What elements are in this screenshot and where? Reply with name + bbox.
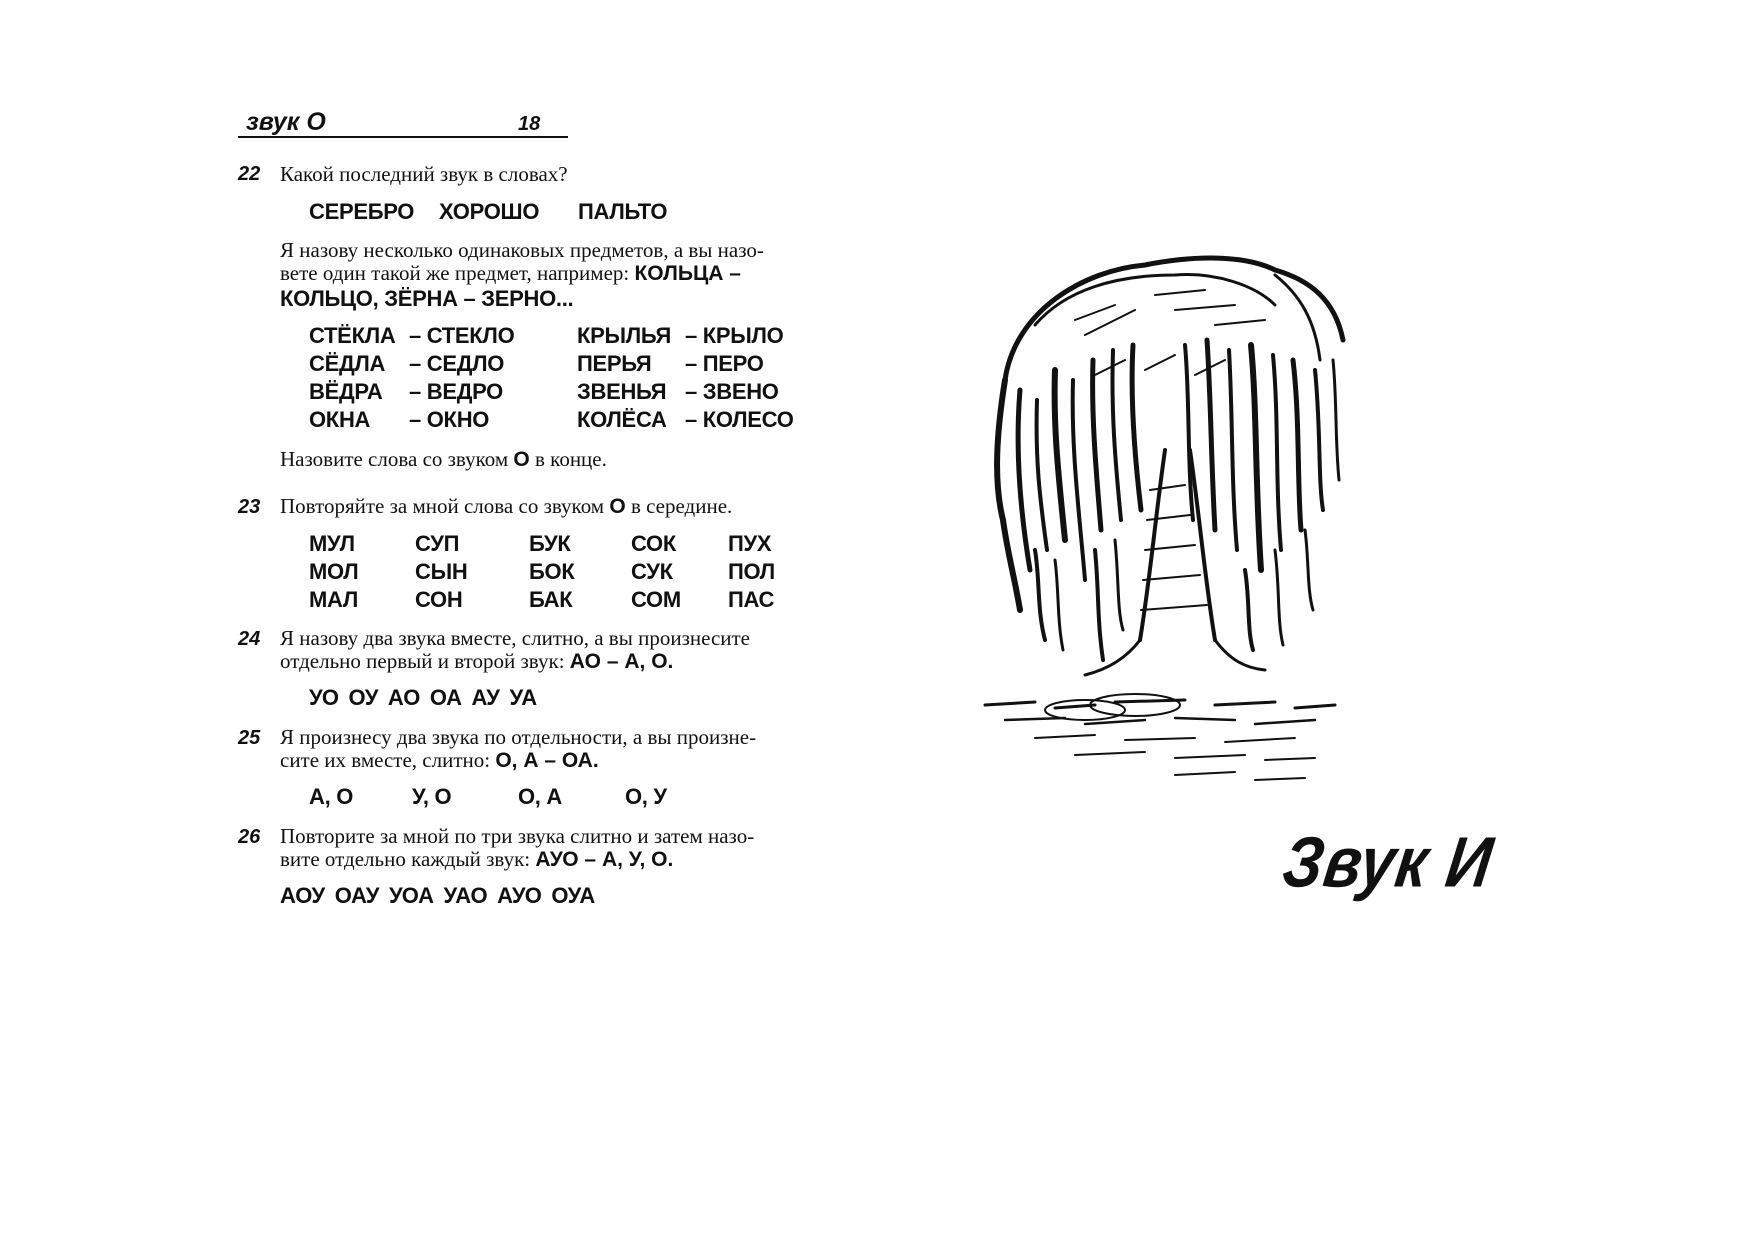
ex23-word: ПУХ [728,531,772,556]
ex24-line1: Я назову два звука вместе, слитно, а вы произнесите [280,626,750,650]
pair-singular: – КРЫЛО [685,323,784,348]
pair-plural: СЁДЛА [309,351,386,376]
ex23-word: СУК [631,559,673,584]
ex22-word: ХОРОШО [439,199,540,224]
ex24-example: АО – А, О. [569,650,674,673]
ex24-line2-text: отдельно первый и второй звук: [280,649,565,673]
section-title: Звук И [1278,823,1498,903]
ex23-word: СЫН [415,559,468,584]
ex23-word: БУК [529,531,571,556]
ex22-example1: КОЛЬЦА – [634,262,741,285]
exercise-23-number: 23 [238,496,261,518]
ex23-word: БОК [529,559,575,584]
ex25-item: У, О [412,784,452,809]
ex22-closing-letter: О [513,448,530,471]
ex23-word: ПОЛ [728,559,775,584]
ex24-line2 [280,649,673,674]
ex26-line2-text: вите отдельно каждый звук: [280,847,531,871]
ex23-word: БАК [529,587,573,612]
ex25-item: О, У [625,784,667,809]
pair-plural: КОЛЁСА [577,407,667,432]
pair-plural: ПЕРЬЯ [577,351,652,376]
pair-plural: КРЫЛЬЯ [577,323,672,348]
exercise-25-number: 25 [238,727,261,749]
ex25-line1: Я произнесу два звука по отдельности, а вы произне- [280,725,757,749]
page-number: 18 [518,113,541,135]
ex23-question-a: Повторяйте за мной слова со звуком [280,494,605,518]
pair-singular: – ВЕДРО [409,379,503,404]
pair-plural: ОКНА [309,407,371,432]
pair-singular: – СЕДЛО [409,351,505,376]
ex23-word: СУП [415,531,460,556]
ex24-items: УО ОУ АО ОА АУ УА [309,685,537,710]
ex25-example: О, А – ОА. [495,749,599,772]
ex23-word: МУЛ [309,531,355,556]
ex23-question-letter: О [609,495,626,518]
exercise-26-number: 26 [238,826,261,848]
ex22-closing-b: в конце. [535,447,607,471]
exercise-24-number: 24 [238,628,261,650]
pair-plural: ЗВЕНЬЯ [577,379,667,404]
ex22-instruction-text: вете один такой же предмет, например: [280,261,630,285]
ex22-word: ПАЛЬТО [578,199,668,224]
exercise-22-number: 22 [238,163,261,185]
ex25-item: О, А [518,784,563,809]
ex23-word: СОМ [631,587,681,612]
ex26-example: АУО – А, У, О. [535,848,674,871]
weeping-willow-illustration [975,250,1365,810]
ex22-closing [280,447,607,472]
pair-singular: – СТЕКЛО [409,323,515,348]
ex25-line2 [280,748,599,773]
exercise-22-question: Какой последний звук в словах? [280,162,568,186]
pair-singular: – КОЛЕСО [685,407,794,432]
ex23-word: МОЛ [309,559,359,584]
ex23-word: МАЛ [309,587,359,612]
ex26-line1: Повторите за мной по три звука слитно и затем назо- [280,824,755,848]
pair-plural: ВЁДРА [309,379,383,404]
ex23-word: СОН [415,587,463,612]
exercise-23-question [280,494,732,519]
ex22-word: СЕРЕБРО [309,199,415,224]
ex26-line2 [280,847,673,872]
ex25-item: А, О [309,784,354,809]
ex22-closing-a: Назовите слова со звуком [280,447,509,471]
ex22-instruction-line1: Я назову несколько одинаковых предметов, а вы назо- [280,238,764,262]
pair-singular: – ОКНО [409,407,490,432]
ex23-word: ПАС [728,587,775,612]
pair-singular: – ПЕРО [685,351,764,376]
ex25-line2-text: сите их вместе, слитно: [280,748,491,772]
ex22-instruction-line2 [280,261,741,286]
ex22-example2: КОЛЬЦО, ЗЁРНА – ЗЕРНО... [280,286,574,311]
ex23-question-b: в середине. [630,494,733,518]
section-header: звук О [246,108,326,136]
pair-plural: СТЁКЛА [309,323,396,348]
pair-singular: – ЗВЕНО [685,379,779,404]
ex23-word: СОК [631,531,676,556]
ex26-items: АОУ ОАУ УОА УАО АУО ОУА [280,883,595,908]
header-rule [238,136,568,138]
